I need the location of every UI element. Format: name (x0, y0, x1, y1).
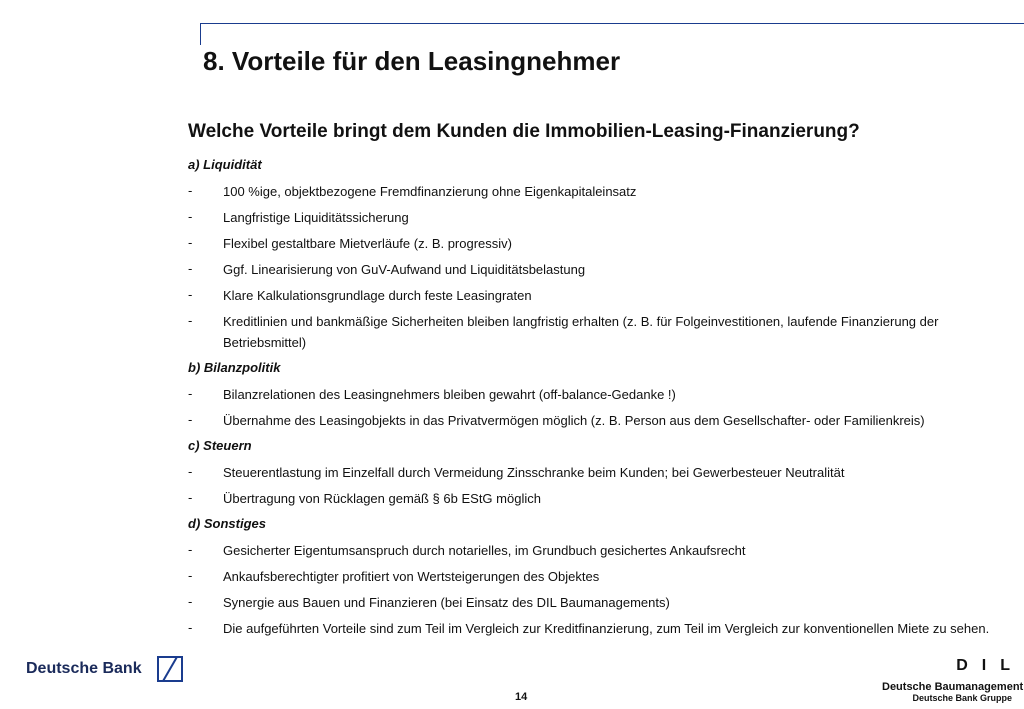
list-item-text: Gesicherter Eigentumsanspruch durch notarielles, im Grundbuch gesichertes Ankaufsrecht (223, 543, 746, 558)
list-item (188, 282, 1008, 308)
list-item-text: Die aufgeführten Vorteile sind zum Teil im Vergleich zur Kreditfinanzierung, zum Teil im Vergleich zur konventionellen Miete zu sehen. (223, 621, 990, 636)
bullet-dash: - (188, 464, 193, 479)
bullet-dash: - (188, 594, 193, 609)
list-item (188, 204, 1008, 230)
bullet-dash: - (188, 261, 193, 276)
bullet-dash: - (188, 412, 193, 427)
list-item (188, 615, 1008, 641)
bullet-dash: - (188, 620, 193, 635)
list-item-text: 100 %ige, objektbezogene Fremdfinanzierung ohne Eigenkapitaleinsatz (223, 184, 637, 199)
section-heading: c) Steuern (188, 438, 252, 453)
list-item (188, 407, 1008, 433)
question-heading: Welche Vorteile bringt dem Kunden die Immobilien-Leasing-Finanzierung? (188, 121, 860, 142)
list-item (188, 563, 1008, 589)
dil-logo (882, 657, 1022, 703)
list-item-text: Übernahme des Leasingobjekts in das Privatvermögen möglich (z. B. Person aus dem Gesellschafter- oder Familienkreis) (223, 413, 925, 428)
bullet-dash: - (188, 490, 193, 505)
list-item (188, 589, 1008, 615)
list-item-text: Steuerentlastung im Einzelfall durch Vermeidung Zinsschranke beim Kunden; bei Gewerbesteuer Neutralität (223, 465, 845, 480)
page-title: 8. Vorteile für den Leasingnehmer (203, 46, 621, 76)
list-item (188, 381, 1008, 407)
bullet-dash: - (188, 235, 193, 250)
list-item-text: Flexibel gestaltbare Mietverläufe (z. B. progressiv) (223, 236, 513, 251)
list-item-text: Ggf. Linearisierung von GuV-Aufwand und Liquiditätsbelastung (223, 262, 586, 277)
benefits-list (188, 152, 1008, 641)
list-item-text: Langfristige Liquiditätssicherung (223, 210, 409, 225)
list-item (188, 459, 1008, 485)
list-item (188, 256, 1008, 282)
deutsche-bank-slash-icon (157, 656, 183, 682)
list-item-text: Ankaufsberechtigter profitiert von Wertsteigerungen des Objektes (223, 569, 600, 584)
list-item-text: Bilanzrelationen des Leasingnehmers bleiben gewahrt (off-balance-Gedanke !) (223, 387, 676, 402)
bullet-dash: - (188, 313, 193, 328)
dil-group-name: Deutsche Bank Gruppe (912, 693, 1012, 703)
list-item-text: Synergie aus Bauen und Finanzieren (bei Einsatz des DIL Baumanagements) (223, 595, 670, 610)
header-rule-vertical (200, 23, 201, 45)
dil-letters (882, 657, 1022, 675)
dil-letter: L (1000, 657, 1010, 674)
section-heading: b) Bilanzpolitik (188, 360, 281, 375)
list-item (188, 537, 1008, 563)
section-heading: d) Sonstiges (188, 516, 267, 531)
dil-letter: D (956, 657, 968, 674)
bank-name: Deutsche Bank (26, 660, 142, 677)
bullet-dash: - (188, 209, 193, 224)
bullet-dash: - (188, 386, 193, 401)
list-item (188, 178, 1008, 204)
bullet-dash: - (188, 287, 193, 302)
bullet-dash: - (188, 568, 193, 583)
page-number: 14 (515, 691, 528, 703)
list-item-text: Kreditlinien und bankmäßige Sicherheiten bleiben langfristig erhalten (z. B. für Folgeinvestitionen, laufende Finanzierung der Betriebsmittel) (223, 314, 939, 350)
section-heading: a) Liquidität (188, 157, 262, 172)
list-item (188, 230, 1008, 256)
header-rule (200, 23, 1024, 24)
bullet-dash: - (188, 542, 193, 557)
list-item-text: Klare Kalkulationsgrundlage durch feste Leasingraten (223, 288, 532, 303)
list-item-text: Übertragung von Rücklagen gemäß § 6b EStG möglich (223, 491, 541, 506)
list-item (188, 308, 1008, 355)
bullet-dash: - (188, 183, 193, 198)
deutsche-bank-logo (26, 656, 183, 682)
dil-company-name: Deutsche Baumanagement (882, 681, 1024, 693)
dil-letter: I (981, 657, 987, 674)
list-item (188, 485, 1008, 511)
